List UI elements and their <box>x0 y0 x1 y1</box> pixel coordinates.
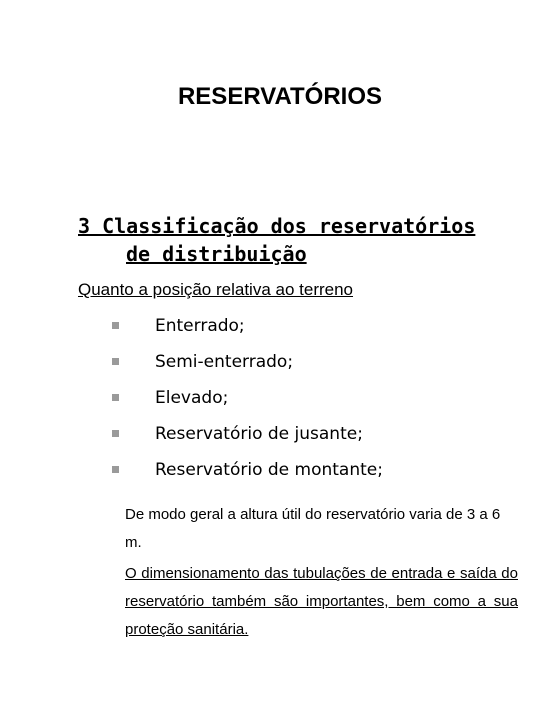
section-heading-line-1: 3 Classificação dos reservatórios <box>78 214 476 238</box>
pipe-sizing-paragraph: O dimensionamento das tubulações de entrada e saída do reservatório também são importantes, bem como a sua proteção sanitária. <box>125 565 518 638</box>
list-item-label: Reservatório de jusante; <box>155 424 363 444</box>
list-item-label: Reservatório de montante; <box>155 460 383 480</box>
slide-title: RESERVATÓRIOS <box>177 83 383 110</box>
list-item-label: Semi-enterrado; <box>155 352 294 372</box>
list-item-label: Elevado; <box>155 388 229 408</box>
square-bullet-icon <box>112 466 119 473</box>
useful-height-paragraph: De modo geral a altura útil do reservatório varia de 3 a 6 m. <box>125 506 501 551</box>
list-item-label: Enterrado; <box>155 316 245 336</box>
section-heading-line-2: de distribuição <box>126 242 307 266</box>
square-bullet-icon <box>112 358 119 365</box>
square-bullet-icon <box>112 394 119 401</box>
square-bullet-icon <box>112 322 119 329</box>
square-bullet-icon <box>112 430 119 437</box>
section-heading <box>78 212 528 268</box>
subheading: Quanto a posição relativa ao terreno <box>78 280 354 299</box>
